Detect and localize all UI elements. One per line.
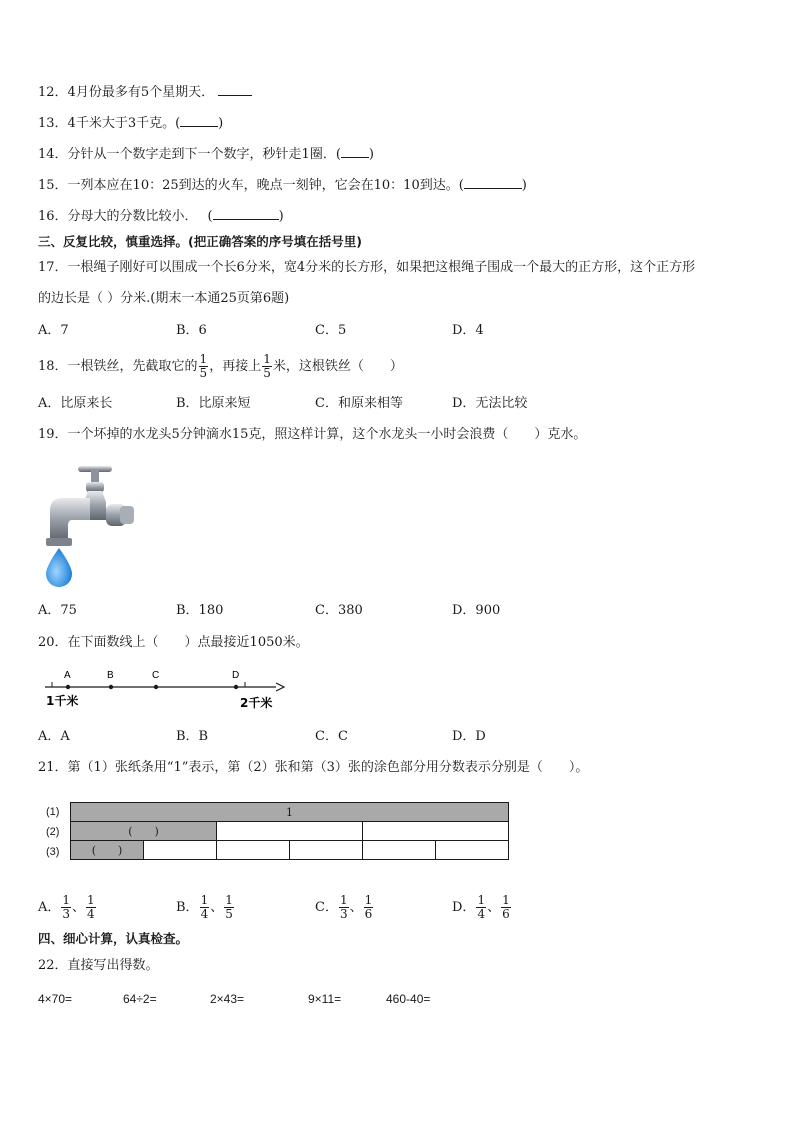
strip-2-part <box>217 822 363 841</box>
fraction: $\frac{1}{6}$ <box>502 893 510 921</box>
label-d: D <box>232 670 240 681</box>
label-2km: 2千米 <box>240 696 273 710</box>
answer-blank <box>213 207 279 220</box>
question-17-line-2: 的边长是（ ）分米.(期末一本通25页第6题) <box>38 291 290 306</box>
strip-2-part <box>363 822 509 841</box>
fraction: $\frac{1}{5}$ <box>263 352 271 380</box>
fraction: $\frac{1}{5}$ <box>225 893 233 921</box>
section-3-heading: 三、反复比较，慎重选择。(把正确答案的序号填在括号里) <box>38 234 362 249</box>
question-15: 15．一列本应在10：25到达的火车，晚点一刻钟，它会在10：10到达。( ) <box>38 178 527 193</box>
answer-blank <box>341 145 369 158</box>
label-1km: 1千米 <box>46 694 79 708</box>
answer-blank <box>464 176 522 189</box>
strip-3-part <box>363 841 436 860</box>
option-d: D．4 <box>452 323 484 338</box>
fraction: $\frac{1}{4}$ <box>477 893 486 921</box>
question-19: 19．一个坏掉的水龙头5分钟滴水15克，照这样计算，这个水龙头一小时会浪费（ ）克水。 <box>38 427 587 442</box>
option-d: D．D <box>452 729 486 744</box>
option-b: B．比原来短 <box>176 396 251 411</box>
fraction: $\frac{1}{3}$ <box>62 893 71 921</box>
label-a: A <box>64 670 71 681</box>
strip-label-1: (1) <box>46 806 60 818</box>
strip-3-part <box>144 841 217 860</box>
strip-2-shaded: ( ) <box>71 822 217 841</box>
fraction: $\frac{1}{4}$ <box>87 893 95 921</box>
calc-item: 9×11= <box>308 992 342 1006</box>
question-18-text-c: 米，这根铁丝（ ） <box>272 359 403 374</box>
point-d <box>234 685 238 689</box>
answer-blank <box>180 114 218 127</box>
option-b: B．180 <box>176 603 224 618</box>
strip-3-part <box>436 841 509 860</box>
question-14-text: 14．分针从一个数字走到下一个数字，秒针走1圈． <box>38 147 336 162</box>
fraction: $\frac{1}{5}$ <box>199 352 208 380</box>
option-d: D．900 <box>452 603 501 618</box>
option-b: B． $\frac{1}{4}$ 、 $\frac{1}{5}$ <box>176 893 233 921</box>
fraction: $\frac{1}{4}$ <box>200 893 209 921</box>
option-a: A．75 <box>38 603 77 618</box>
question-21: 21．第（1）张纸条用“1”表示，第（2）张和第（3）张的涂色部分用分数表示分别是（ ）。 <box>38 760 589 775</box>
calc-item: 2×43= <box>210 992 245 1006</box>
question-17-line-1: 17．一根绳子刚好可以围成一个长6分米，宽4分米的长方形，如果把这根绳子围成一个最大的正方形，这个正方形 <box>38 260 696 275</box>
strip-label-3: (3) <box>46 846 60 858</box>
question-16: 16．分母大的分数比较小． ( ) <box>38 209 284 224</box>
option-a: A．A <box>38 729 70 744</box>
question-13-text: 13．4千米大于3千克。 <box>38 116 176 131</box>
option-c: C． $\frac{1}{3}$ 、 $\frac{1}{6}$ <box>315 893 373 921</box>
paper-strips <box>70 802 509 860</box>
option-c: C．和原来相等 <box>315 396 403 411</box>
option-b: B．6 <box>176 323 207 338</box>
section-4-heading: 四、细心计算，认真检查。 <box>38 931 189 946</box>
question-13: 13．4千米大于3千克。( ) <box>38 116 224 131</box>
point-b <box>109 685 113 689</box>
fraction: $\frac{1}{3}$ <box>339 893 348 921</box>
strip-label-2: (2) <box>46 826 60 838</box>
water-drop-shape <box>46 548 72 587</box>
calc-item: 4×70= <box>38 992 73 1006</box>
strip-3-part <box>217 841 290 860</box>
option-b: B．B <box>176 729 209 744</box>
option-c: C．5 <box>315 323 347 338</box>
question-18-text-b: ，再接上 <box>209 359 262 374</box>
label-b: B <box>107 670 114 681</box>
calc-item: 64÷2= <box>123 992 157 1006</box>
point-a <box>66 685 70 689</box>
strip-1: 1 <box>71 803 509 822</box>
option-a: A．7 <box>38 323 69 338</box>
question-12-text: 12．4月份最多有5个星期天． <box>38 85 215 100</box>
option-a: A． $\frac{1}{3}$ 、 $\frac{1}{4}$ <box>38 893 95 921</box>
question-16-text: 16．分母大的分数比较小． <box>38 209 198 224</box>
answer-blank <box>218 83 252 96</box>
question-14: 14．分针从一个数字走到下一个数字，秒针走1圈．( ) <box>38 147 374 162</box>
question-18-text-a: 18．一根铁丝，先截取它的 <box>38 359 198 374</box>
question-15-text: 15．一列本应在10：25到达的火车，晚点一刻钟，它会在10：10到达。 <box>38 178 459 193</box>
number-line <box>40 666 290 716</box>
option-c: C．380 <box>315 603 363 618</box>
option-d: D． $\frac{1}{4}$ 、 $\frac{1}{6}$ <box>452 893 510 921</box>
label-c: C <box>152 670 160 681</box>
question-18 <box>38 352 403 382</box>
question-20: 20．在下面数线上（ ）点最接近1050米。 <box>38 635 309 650</box>
calc-item: 460-40= <box>386 992 431 1006</box>
strip-3-part <box>290 841 363 860</box>
option-d: D．无法比较 <box>452 396 528 411</box>
question-12 <box>38 83 252 102</box>
option-a: A．比原来长 <box>38 396 113 411</box>
question-22: 22．直接写出得数。 <box>38 958 159 973</box>
point-c <box>154 685 158 689</box>
option-c: C．C <box>315 729 348 744</box>
strip-3-shaded: ( ) <box>71 841 144 860</box>
faucet-image <box>40 458 140 590</box>
fraction: $\frac{1}{6}$ <box>364 893 373 921</box>
